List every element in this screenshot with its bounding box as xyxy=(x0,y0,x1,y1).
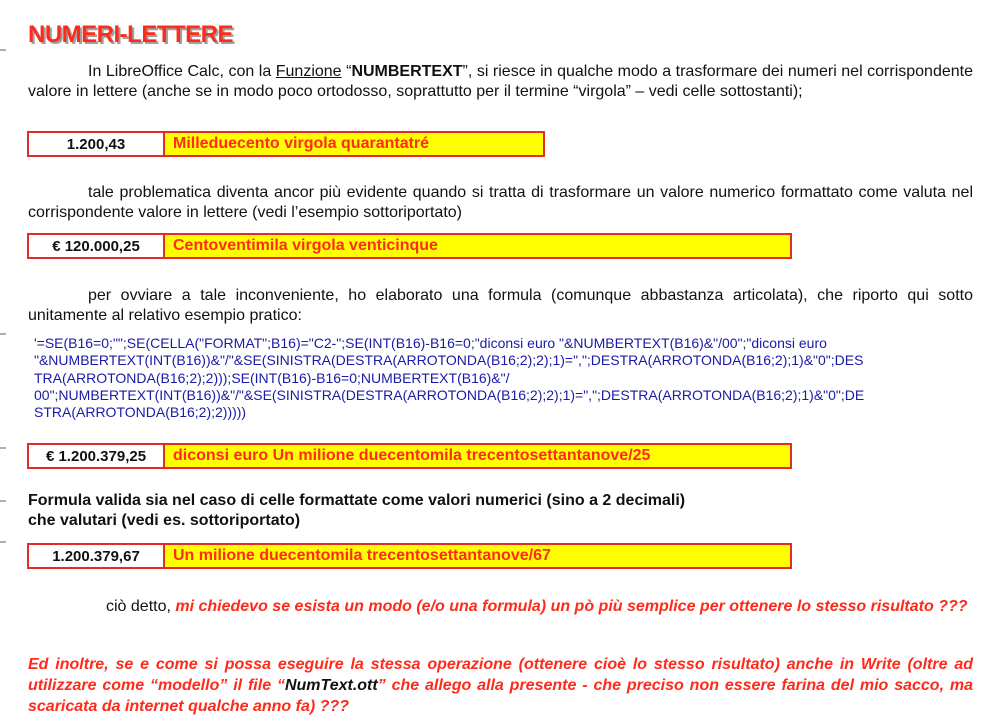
formula-note-line: Formula valida sia nel caso di celle formattate come valori numerici (sino a 2 decimali) xyxy=(28,492,686,509)
intro-text-1: In LibreOffice Calc, con la xyxy=(88,63,276,80)
formula-note-line: che valutari (vedi es. sottoriportato) xyxy=(28,512,301,529)
formula-line: TRA(ARROTONDA(B16;2);2)));SE(INT(B16)-B16=0;NUMBERTEXT(B16)&"/ xyxy=(34,369,510,386)
function-name: NUMBERTEXT xyxy=(351,63,463,80)
formula-line: 00";NUMBERTEXT(INT(B16))&"/"&SE(SINISTRA(DESTRA(ARROTONDA(B16;2);2);1)=",";DESTRA(ARROTONDA(B16;2);1)&"0";DE xyxy=(34,386,865,403)
paragraph-3-text: per ovviare a tale inconveniente, ho elaborato una formula (comunque abbastanza articolata), che riporto qui sotto unitamente al relativo esempio pratico: xyxy=(28,287,973,324)
example-text-4: Un milione duecentomila trecentosettantanove/67 xyxy=(165,545,790,567)
margin-marker xyxy=(0,333,6,335)
intro-paragraph xyxy=(28,62,973,102)
example-cell-row-2 xyxy=(27,233,792,259)
question-text: mi chiedevo se esista un modo (e/o una formula) un pò più semplice per ottenere lo stesso risultato ??? xyxy=(175,598,968,615)
page-title: NUMERI-LETTERE xyxy=(28,21,233,48)
paragraph-2 xyxy=(28,183,973,223)
example-cell-row-3 xyxy=(27,443,792,469)
example-cell-row-1 xyxy=(27,131,545,157)
margin-marker xyxy=(0,541,6,543)
margin-marker xyxy=(0,49,6,51)
example-text-3: diconsi euro Un milione duecentomila trecentosettantanove/25 xyxy=(165,445,790,467)
final-text-2: ” che allego alla presente - che preciso non essere farina del mio sacco, ma scaricata da internet qualche anno fa) ??? xyxy=(28,677,974,715)
intro-text-2: ”, si riesce in qualche modo a trasformare dei numeri nel corrispondente valore in lettere (anche se in modo poco ortodosso, soprattutto per il termine “virgola” – vedi celle sottostanti); xyxy=(28,63,973,100)
final-question-paragraph xyxy=(28,654,973,717)
margin-marker xyxy=(0,447,6,449)
example-number-4: 1.200.379,67 xyxy=(29,545,165,567)
formula-line: "&NUMBERTEXT(INT(B16))&"/"&SE(SINISTRA(DESTRA(ARROTONDA(B16;2);2);1)=",";DESTRA(ARROTONDA(B16;2);1)&"0";DES xyxy=(34,352,864,369)
example-text-1: Milleduecento virgola quarantatré xyxy=(165,133,543,155)
formula-line: '=SE(B16=0;"";SE(CELLA("FORMAT";B16)="C2-";SE(INT(B16)-B16=0;"diconsi euro "&NUMBERTEXT(B16)&"/00";"diconsi euro xyxy=(34,335,827,351)
margin-marker xyxy=(0,500,6,502)
example-text-2: Centoventimila virgola venticinque xyxy=(165,235,790,257)
formula-note xyxy=(28,491,928,531)
paragraph-2-text: tale problematica diventa ancor più evidente quando si tratta di trasformare un valore numerico formattato come valuta nel corrispondente valore in lettere (vedi l’esempio sottoriportato) xyxy=(28,184,973,221)
formula-line: STRA(ARROTONDA(B16;2);2))))) xyxy=(34,404,247,421)
function-link[interactable]: Funzione xyxy=(275,63,342,80)
question-lead: ciò detto, xyxy=(106,598,176,615)
question-paragraph xyxy=(28,596,973,617)
formula-block xyxy=(34,335,974,421)
example-number-2: € 120.000,25 xyxy=(29,235,165,257)
paragraph-3 xyxy=(28,286,973,326)
attached-file-name: NumText.ott xyxy=(284,677,378,694)
final-text-1: Ed inoltre, se e come si possa eseguire la stessa operazione (ottenere cioè lo stesso risultato) anche in Write (oltre ad utilizzare come “modello” il file “ xyxy=(28,656,973,694)
example-cell-row-4 xyxy=(27,543,792,569)
example-number-3: € 1.200.379,25 xyxy=(29,445,165,467)
example-number-1: 1.200,43 xyxy=(29,133,165,155)
intro-quote-open: “ xyxy=(341,63,352,80)
